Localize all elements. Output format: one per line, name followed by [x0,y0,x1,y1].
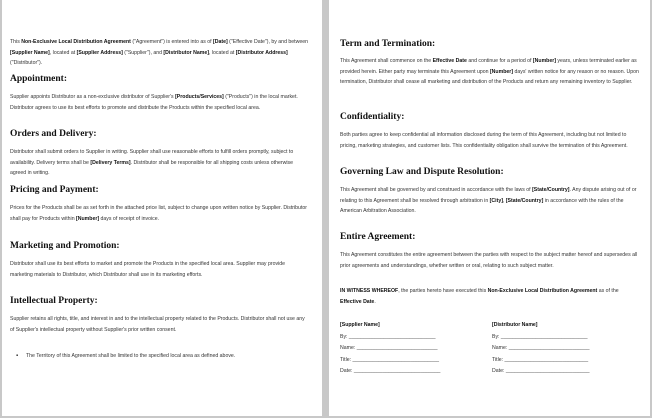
text: . Distributor shall be responsible for all shipping costs unless otherwise agreed in writing. [10,159,293,176]
text: This Agreement shall be governed by and construed in accordance with the laws of [340,187,533,193]
marketing-paragraph: Distributor shall use its best efforts to market and promote the Products in the specified local area. Supplier may provide marketing materials to Distributor, which Distributor shall use in its marketing efforts. [10,261,285,278]
distributor-date-line[interactable]: Date: _____________________________ [492,368,590,374]
text: Supplier appoints Distributor as a non-exclusive distributor of Supplier's [10,94,176,100]
governing-paragraph [340,185,640,217]
state-country-placeholder: [State/Country] [505,197,544,204]
products-placeholder: [Products/Services] [175,94,224,100]
text: ("Products") in the local market. Distributor agrees to use its best efforts to promote and distribute the Products within the specified local area. [10,94,298,111]
heading-term-termination: Term and Termination: [340,39,436,49]
distributor-address-placeholder: [Distributor Address] [235,49,288,56]
heading-governing-law: Governing Law and Dispute Resolution: [340,167,504,177]
distributor-signature [492,320,590,378]
date-placeholder: [Date] [213,39,228,45]
text: ("Distributor"). [10,60,43,66]
state-country-placeholder: [State/Country] [532,187,570,193]
city-placeholder: [City] [489,197,503,204]
text: . Any dispute arising out of or relating to this Agreement shall be resolved through arbitration in [340,187,637,204]
text: , [502,197,506,204]
text: ("Effective Date"), by and between [227,39,309,45]
text: as of the [597,288,619,294]
text: This [10,39,22,45]
text: Distributor shall submit orders to Supplier in writing. Supplier shall use reasonable efforts to fulfill orders promptly, subject to availability. Delivery terms shall be [10,149,294,166]
confidentiality-paragraph: Both parties agree to keep confidential all information disclosed during the term of this Agreement, including but not limited to pricing, marketing strategies, and customer lists. This confidentiality obligation shall survive the termination of this Agreement. [340,132,628,149]
distributor-title-line[interactable]: Title: _____________________________ [492,356,589,363]
supplier-address-placeholder: [Supplier Address] [76,49,123,56]
heading-intellectual-property: Intellectual Property: [10,296,98,306]
pricing-paragraph [10,203,308,224]
number-placeholder: [Number] [532,58,556,64]
supplier-name-label: [Supplier Name] [340,322,380,328]
supplier-title-line[interactable]: Title: ______________________________ [340,356,440,363]
text: Prices for the Products shall be as set forth in the attached price list, subject to change upon written notice by Supplier. Distributor shall pay for Products within [10,205,307,222]
text: , located at [208,49,236,56]
heading-marketing-promotion: Marketing and Promotion: [10,241,120,251]
agreement-name: Non-Exclusive Local Distribution Agreement [487,288,598,294]
heading-pricing-payment: Pricing and Payment: [10,185,99,195]
document-page-2 [329,0,650,416]
number-placeholder: [Number] [76,215,100,222]
number-placeholder: [Number] [489,68,514,75]
orders-paragraph [10,147,308,179]
text: ("Supplier"), and [122,49,164,56]
heading-entire-agreement: Entire Agreement: [340,232,416,242]
text: days' written notice for any reason or no reason. Upon termination, Distributor shall cease all marketing and distribution of the Products and return any remaining inventory to Supplier. [340,68,639,85]
heading-confidentiality: Confidentiality: [340,112,405,122]
effective-date-term: Effective Date [432,58,467,64]
text: years, unless terminated earlier as provided herein. Either party may terminate this Agreement upon [340,58,637,75]
supplier-name-line[interactable]: Name: ____________________________ [340,345,438,351]
term-paragraph [340,56,640,88]
distributor-name-label: [Distributor Name] [492,322,538,328]
ip-paragraph: Supplier retains all rights, title, and interest in and to the intellectual property related to the Products. Distributor shall not use any of Supplier's intellectual property without Supplier's prior written consent. [10,316,305,333]
agreement-name: Non-Exclusive Local Distribution Agreement [21,39,131,45]
intro-paragraph [10,37,308,69]
witness-paragraph [340,286,640,307]
witness-phrase: IN WITNESS WHEREOF [340,288,399,294]
entire-agreement-paragraph: This Agreement constitutes the entire agreement between the parties with respect to the subject matter hereof and supersedes all prior agreements and understandings, whether written or oral, relating to such subject matter. [340,252,638,269]
list-item [10,351,308,361]
text: and continue for a period of [466,58,533,64]
distributor-name-line[interactable]: Name: ____________________________ [492,345,590,351]
supplier-by-line[interactable]: By: ______________________________ [340,333,436,340]
heading-appointment: Appointment: [10,74,68,84]
text: . [374,298,376,305]
supplier-signature [340,320,440,378]
effective-date-term: Effective Date [340,298,375,305]
distributor-name-placeholder: [Distributor Name] [163,49,209,56]
document-page-1 [2,0,322,416]
text: , the parties hereto have executed this [398,288,488,294]
text: This Agreement shall commence on the [340,58,433,64]
text: ("Agreement") is entered into as of [130,39,214,45]
text: days of receipt of invoice. [99,215,160,222]
supplier-date-line[interactable]: Date: ______________________________ [340,368,441,374]
signature-block [340,320,640,380]
text: in accordance with the rules of the American Arbitration Association. [340,197,624,214]
supplier-name-placeholder: [Supplier Name] [10,49,50,56]
distributor-by-line[interactable]: By: ______________________________ [492,333,588,340]
appointment-paragraph [10,92,308,113]
bullet-icon: ▪ [16,353,19,359]
text: , located at [49,49,77,56]
territory-list [10,351,308,361]
heading-orders-delivery: Orders and Delivery: [10,129,97,139]
territory-text: The Territory of this Agreement shall be limited to the specified local area as defined above. [26,353,236,359]
delivery-terms-placeholder: [Delivery Terms] [90,159,131,166]
